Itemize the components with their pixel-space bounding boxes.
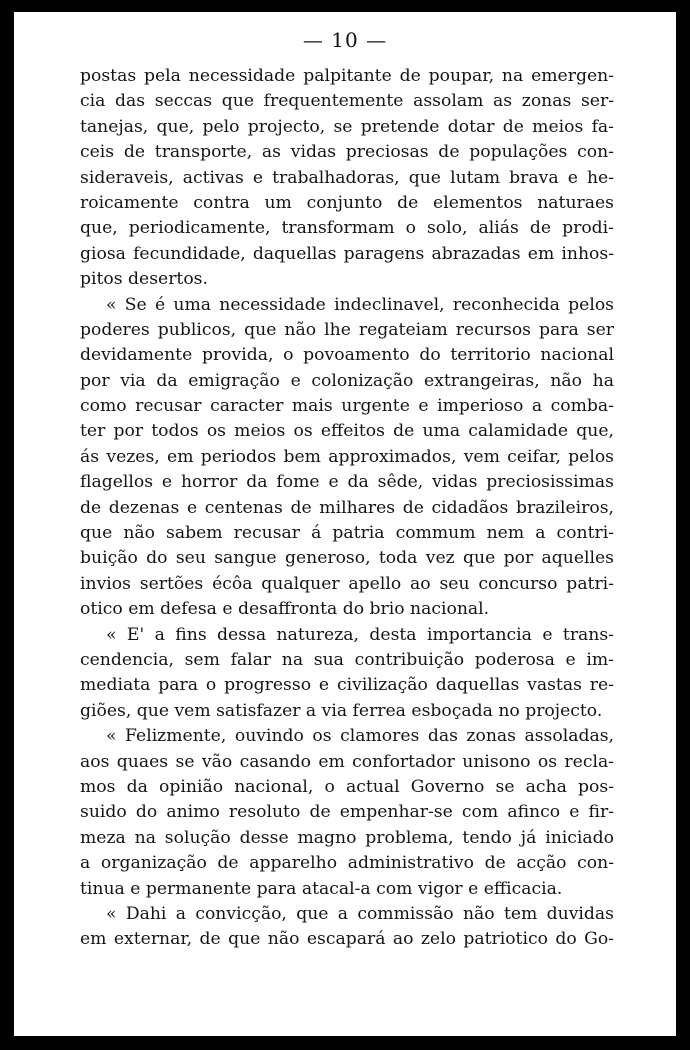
text-line: devidamente provida, o povoamento do territorio nacional	[80, 345, 614, 366]
text-line: tanejas, que, pelo projecto, se pretende dotar de meios fa-	[80, 116, 614, 137]
text-line: a organização de apparelho administrativo de acção con-	[80, 853, 614, 874]
text-line: que não sabem recusar á patria commum nem a contri-	[80, 523, 614, 544]
text-line: mos da opinião nacional, o actual Governo se acha pos-	[80, 776, 614, 797]
paragraph	[80, 902, 614, 953]
text-line: otico em defesa e desaffronta do brio nacional.	[80, 599, 490, 620]
text-line: como recusar caracter mais urgente e imperioso a comba-	[80, 396, 614, 417]
text-line: giões, que vem satisfazer a via ferrea esboçada no projecto.	[80, 700, 603, 721]
paragraph	[80, 293, 614, 623]
paragraph	[80, 724, 614, 902]
text-line: cia das seccas que frequentemente assolam as zonas ser-	[80, 91, 614, 112]
text-line: tinua e permanente para atacal-a com vigor e efficacia.	[80, 878, 563, 899]
paragraph	[80, 64, 614, 293]
text-line: giosa fecundidade, daquellas paragens abrazadas em inhos-	[80, 243, 614, 264]
text-line: « Dahi a convicção, que a commissão não tem duvidas	[106, 903, 614, 924]
text-line: « E' a fins dessa natureza, desta importancia e trans-	[106, 624, 614, 645]
text-line: flagellos e horror da fome e da sêde, vidas preciosissimas	[80, 472, 614, 493]
text-line: que, periodicamente, transformam o solo, aliás de prodi-	[80, 218, 614, 239]
text-line: pitos desertos.	[80, 269, 208, 290]
text-line: por via da emigração e colonização extrangeiras, não ha	[80, 370, 614, 391]
text-line: sideraveis, activas e trabalhadoras, que lutam brava e he-	[80, 167, 614, 188]
text-line: buição do seu sangue generoso, toda vez que por aquelles	[80, 548, 614, 569]
text-line: ceis de transporte, as vidas preciosas de populações con-	[80, 142, 614, 163]
document-page	[14, 12, 676, 1036]
text-line: invios sertões écôa qualquer apello ao seu concurso patri-	[80, 573, 614, 594]
text-line: ás vezes, em periodos bem approximados, vem ceifar, pelos	[80, 446, 614, 467]
text-line: mediata para o progresso e civilização daquellas vastas re-	[80, 675, 614, 696]
text-body	[80, 64, 614, 953]
text-line: poderes publicos, que não lhe regateiam recursos para ser	[80, 319, 614, 340]
text-line: « Se é uma necessidade indeclinavel, reconhecida pelos	[106, 294, 614, 315]
text-line: em externar, de que não escapará ao zelo patriotico do Go-	[80, 929, 614, 950]
paragraph	[80, 623, 614, 725]
text-line: suido do animo resoluto de empenhar-se com afinco e fir-	[80, 802, 614, 823]
text-line: postas pela necessidade palpitante de poupar, na emergen-	[80, 66, 614, 86]
text-line: cendencia, sem falar na sua contribuição poderosa e im-	[80, 649, 614, 670]
text-line: « Felizmente, ouvindo os clamores das zonas assoladas,	[106, 726, 614, 747]
text-line: meza na solução desse magno problema, tendo já iniciado	[80, 827, 614, 848]
text-line: de dezenas e centenas de milhares de cidadãos brazileiros,	[80, 497, 614, 518]
page-number: — 10 —	[302, 28, 388, 52]
text-line: aos quaes se vão casando em confortador unisono os recla-	[80, 751, 614, 772]
text-line: ter por todos os meios os effeitos de uma calamidade que,	[80, 421, 614, 442]
text-line: roicamente contra um conjunto de elementos naturaes	[80, 192, 614, 213]
